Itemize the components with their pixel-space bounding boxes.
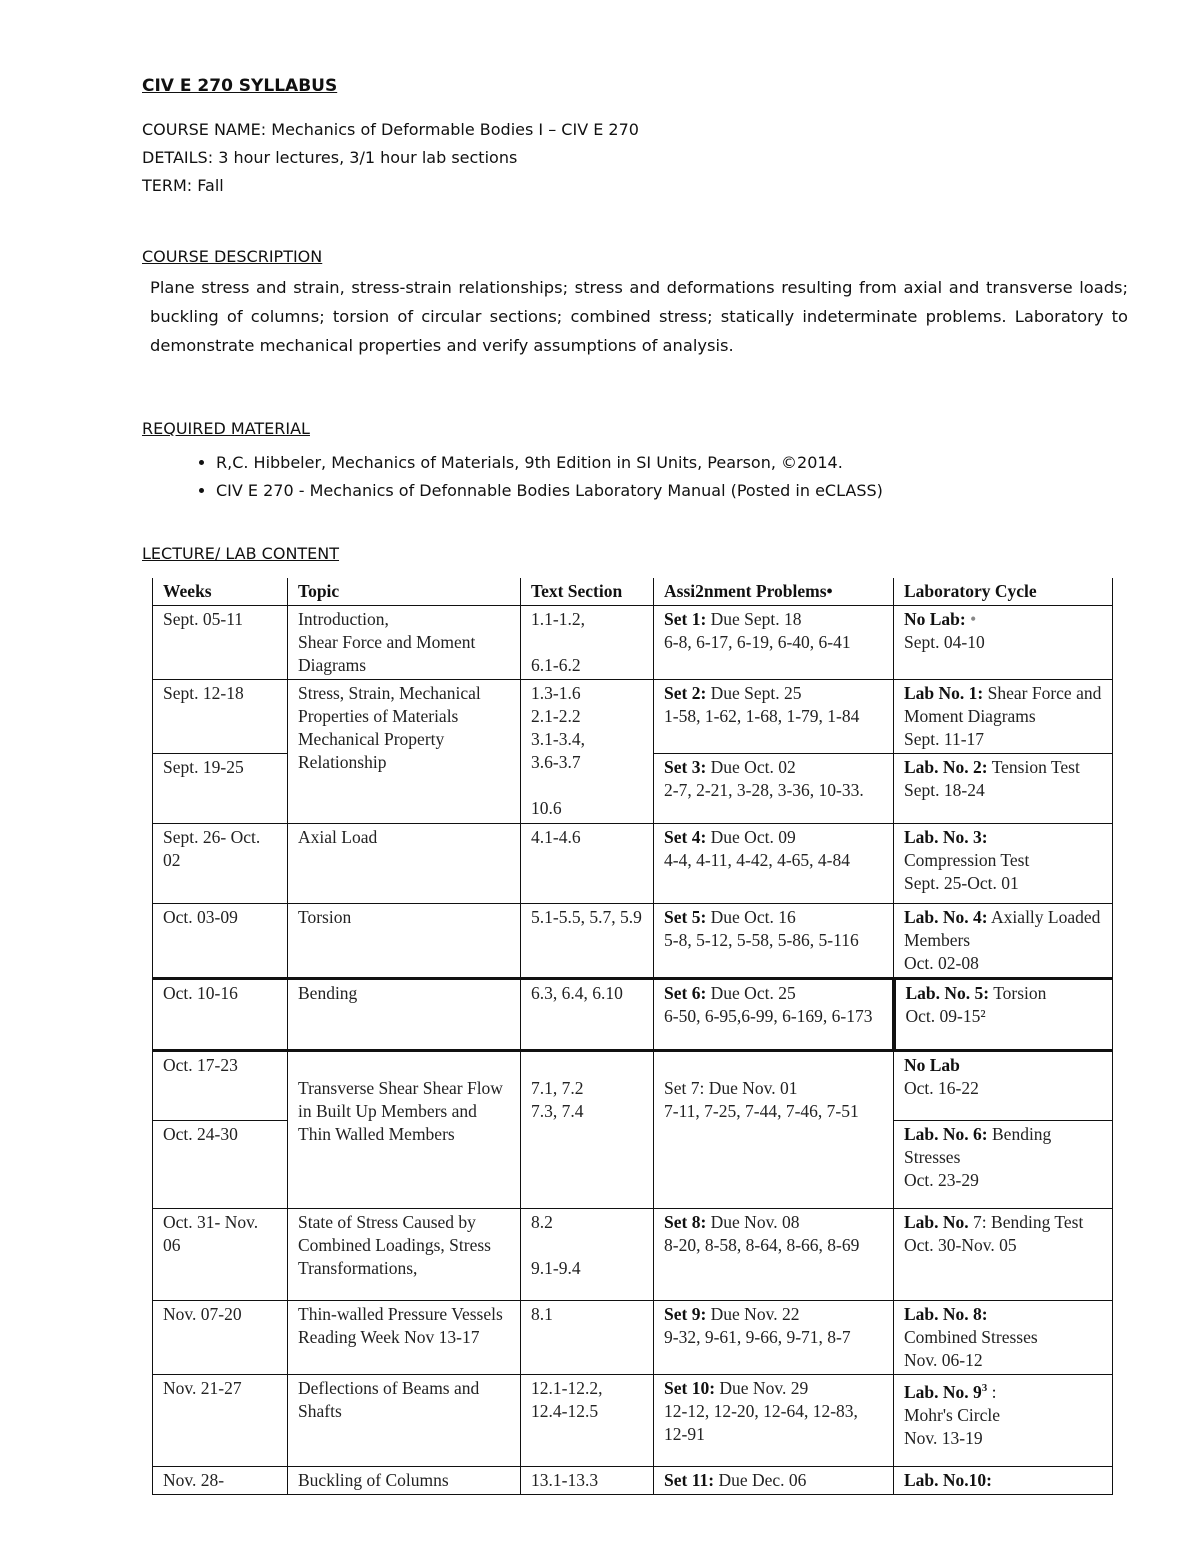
header-assignment-problems: Assi2nment Problems•: [654, 578, 894, 606]
details-line: [142, 148, 517, 167]
term-label: TERM:: [142, 176, 193, 195]
term-line: [142, 176, 224, 195]
assignment-cell: Set 11: Due Dec. 06: [654, 1467, 894, 1495]
material-item: • R,C. Hibbeler, Mechanics of Materials, 9th Edition in SI Units, Pearson, ©2014.: [216, 449, 883, 477]
assignment-cell: Set 8: Due Nov. 08 8-20, 8-58, 8-64, 8-66, 8-69: [654, 1209, 894, 1301]
course-name-label: COURSE NAME:: [142, 120, 267, 139]
header-text-section: Text Section: [521, 578, 654, 606]
week-cell: Oct. 17-23: [153, 1051, 288, 1121]
table-row: [153, 1301, 1113, 1375]
lab-cell: Lab. No. 2: Tension Test Sept. 18-24: [894, 754, 1113, 824]
assignment-cell: Set 5: Due Oct. 16 5-8, 5-12, 5-58, 5-86, 5-116: [654, 904, 894, 979]
assignment-cell: Set 9: Due Nov. 22 9-32, 9-61, 9-66, 9-71, 8-7: [654, 1301, 894, 1375]
lab-cell: Lab. No. 5: Torsion Oct. 09-15²: [894, 979, 1113, 1051]
week-cell: Oct. 10-16: [153, 979, 288, 1051]
term-value: Fall: [197, 176, 224, 195]
lab-cell: Lab. No. $9^3$ : Mohr's Circle Nov. 13-19: [894, 1375, 1113, 1467]
material-item: • CIV E 270 - Mechanics of Defonnable Bodies Laboratory Manual (Posted in eCLASS): [216, 477, 883, 505]
week-cell: Sept. 12-18: [153, 680, 288, 754]
lab-cell: Lab. No. 8: Combined Stresses Nov. 06-12: [894, 1301, 1113, 1375]
topic-cell: Stress, Strain, Mechanical Properties of Materials Mechanical Property Relationship: [288, 680, 521, 824]
lab-cell: No Lab: • Sept. 04-10: [894, 606, 1113, 680]
topic-cell: State of Stress Caused by Combined Loadings, Stress Transformations,: [288, 1209, 521, 1301]
week-cell: Sept. 05-11: [153, 606, 288, 680]
text-section-cell: 8.1: [521, 1301, 654, 1375]
topic-cell: Buckling of Columns: [288, 1467, 521, 1495]
assignment-cell: Set 10: Due Nov. 29 12-12, 12-20, 12-64, 12-83, 12-91: [654, 1375, 894, 1467]
topic-cell: Deflections of Beams and Shafts: [288, 1375, 521, 1467]
week-cell: Nov. 07-20: [153, 1301, 288, 1375]
lab-cell: Lab. No. 3: Compression Test Sept. 25-Oct. 01: [894, 824, 1113, 904]
details-label: DETAILS:: [142, 148, 214, 167]
topic-cell: Axial Load: [288, 824, 521, 904]
content-heading: LECTURE/ LAB CONTENT: [142, 544, 340, 563]
table-row: [153, 904, 1113, 979]
week-cell: Nov. 28-: [153, 1467, 288, 1495]
header-topic: Topic: [288, 578, 521, 606]
course-description: Plane stress and strain, stress-strain relationships; stress and deformations resulting from axial and transverse loads; buckling of columns; torsion of circular sections; combined stress; statically indeterminate problems. Laboratory to demonstrate mechanical properties and verify assumptions of analysis.: [150, 278, 1128, 355]
description-heading: COURSE DESCRIPTION: [142, 247, 323, 266]
table-row: [153, 680, 1113, 754]
text-section-cell: 4.1-4.6: [521, 824, 654, 904]
assignment-cell: Set 6: Due Oct. 25 6-50, 6-95,6-99, 6-169, 6-173: [654, 979, 894, 1051]
topic-cell: Thin-walled Pressure Vessels Reading Week Nov 13-17: [288, 1301, 521, 1375]
assignment-cell: Set 3: Due Oct. 02 2-7, 2-21, 3-28, 3-36, 10-33.: [654, 754, 894, 824]
text-section-cell: 1.1-1.2, 6.1-6.2: [521, 606, 654, 680]
details-value: 3 hour lectures, 3/1 hour lab sections: [218, 148, 518, 167]
table-row: [153, 1467, 1113, 1495]
text-section-cell: 13.1-13.3: [521, 1467, 654, 1495]
course-name-value: Mechanics of Deformable Bodies I – CIV E 270: [271, 120, 639, 139]
week-cell: Oct. 03-09: [153, 904, 288, 979]
lab-cell: Lab. No. 6: Bending Stresses Oct. 23-29: [894, 1121, 1113, 1209]
text-section-cell: 5.1-5.5, 5.7, 5.9: [521, 904, 654, 979]
week-cell: Oct. 24-30: [153, 1121, 288, 1209]
assignment-cell: Set 1: Due Sept. 18 6-8, 6-17, 6-19, 6-40, 6-41: [654, 606, 894, 680]
topic-cell: Transverse Shear Shear Flow in Built Up Members and Thin Walled Members: [288, 1051, 521, 1209]
week-cell: Oct. 31- Nov. 06: [153, 1209, 288, 1301]
text-section-cell: 8.2 9.1-9.4: [521, 1209, 654, 1301]
table-row: [153, 606, 1113, 680]
table-row: [153, 824, 1113, 904]
lab-cell: Lab No. 1: Shear Force and Moment Diagrams Sept. 11-17: [894, 680, 1113, 754]
materials-heading: REQUIRED MATERIAL: [142, 419, 310, 438]
lab-cell: Lab. No. 7: Bending Test Oct. 30-Nov. 05: [894, 1209, 1113, 1301]
page-title: CIV E 270 SYLLABUS: [142, 76, 338, 96]
lab-cell: Lab. No.10:: [894, 1467, 1113, 1495]
text-section-cell: 6.3, 6.4, 6.10: [521, 979, 654, 1051]
schedule-table: [152, 578, 1113, 1495]
table-row: [153, 979, 1113, 1051]
table-row: [153, 1375, 1113, 1467]
week-cell: Nov. 21-27: [153, 1375, 288, 1467]
text-section-cell: 7.1, 7.2 7.3, 7.4: [521, 1051, 654, 1209]
course-name-line: [142, 120, 639, 139]
lab-cell: No Lab Oct. 16-22: [894, 1051, 1113, 1121]
table-header-row: [153, 578, 1113, 606]
topic-cell: Introduction, Shear Force and Moment Diagrams: [288, 606, 521, 680]
assignment-cell: Set 4: Due Oct. 09 4-4, 4-11, 4-42, 4-65, 4-84: [654, 824, 894, 904]
table-row: [153, 1051, 1113, 1121]
header-laboratory-cycle: Laboratory Cycle: [894, 578, 1113, 606]
table-row: [153, 1209, 1113, 1301]
topic-cell: Bending: [288, 979, 521, 1051]
assignment-cell: Set 7: Due Nov. 01 7-11, 7-25, 7-44, 7-46, 7-51: [654, 1051, 894, 1209]
assignment-cell: Set 2: Due Sept. 25 1-58, 1-62, 1-68, 1-79, 1-84: [654, 680, 894, 754]
lab-cell: Lab. No. 4: Axially Loaded Members Oct. 02-08: [894, 904, 1113, 979]
week-cell: Sept. 26- Oct. 02: [153, 824, 288, 904]
header-weeks: Weeks: [153, 578, 288, 606]
text-section-cell: 12.1-12.2, 12.4-12.5: [521, 1375, 654, 1467]
topic-cell: Torsion: [288, 904, 521, 979]
week-cell: Sept. 19-25: [153, 754, 288, 824]
materials-list: [176, 449, 883, 505]
text-section-cell: 1.3-1.6 2.1-2.2 3.1-3.4, 3.6-3.7 10.6: [521, 680, 654, 824]
